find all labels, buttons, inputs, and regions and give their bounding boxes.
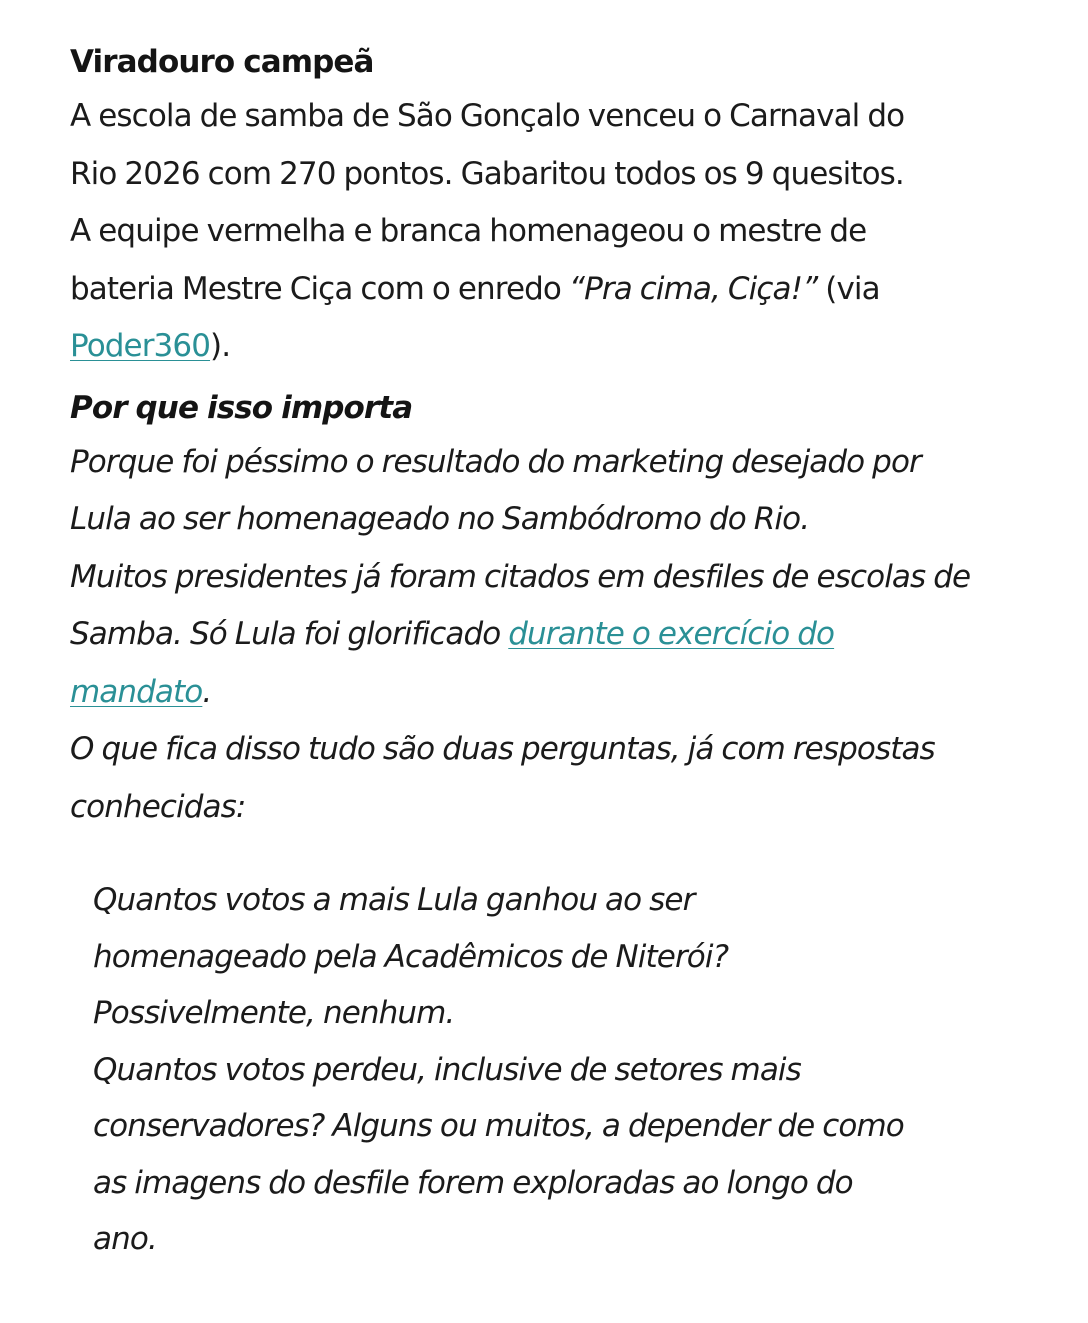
- source-link[interactable]: Poder360: [70, 328, 211, 364]
- mandato-link-continuation[interactable]: mandato: [70, 673, 203, 710]
- text-line: Samba. Só Lula foi glorificado: [70, 616, 509, 652]
- section-por-que-importa: [70, 384, 1060, 837]
- section-title: Viradouro campeã: [70, 44, 374, 80]
- text-line: conhecidas:: [70, 788, 246, 825]
- mandato-link[interactable]: durante o exercício do: [508, 616, 835, 652]
- text-line-group: [70, 664, 1060, 722]
- text-line: bateria Mestre Ciça com o enredo: [70, 270, 569, 307]
- paragraph: [70, 434, 1060, 837]
- blockquote: [93, 872, 1060, 1268]
- article: [70, 38, 1060, 1268]
- text-line: A equipe vermelha e branca homenageou o mestre de: [70, 213, 867, 249]
- text-line-group: [70, 606, 1060, 664]
- text-line: Muitos presidentes já foram citados em desfiles de escolas de: [70, 558, 971, 595]
- quote-line: conservadores? Alguns ou muitos, a depender de como: [93, 1108, 904, 1144]
- text-line: O que fica disso tudo são duas perguntas, já com respostas: [70, 731, 935, 767]
- quote-line: Possivelmente, nenhum.: [93, 995, 455, 1031]
- quote-line: Quantos votos a mais Lula ganhou ao ser: [93, 882, 695, 918]
- paragraph: [70, 88, 1060, 376]
- after-link-text: .: [202, 673, 212, 710]
- via-close-text: ).: [210, 328, 231, 364]
- text-line: A escola de samba de São Gonçalo venceu o Carnaval do: [70, 98, 905, 134]
- via-text: (via: [817, 270, 880, 307]
- section-viradouro: [70, 38, 1060, 376]
- text-line-group: [70, 318, 1060, 376]
- text-line-group: [70, 261, 1060, 319]
- quote-line: ano.: [93, 1221, 157, 1257]
- text-line: Lula ao ser homenageado no Sambódromo do Rio.: [70, 501, 810, 537]
- quote-line: Quantos votos perdeu, inclusive de setores mais: [93, 1051, 801, 1088]
- enredo-title: “Pra cima, Ciça!”: [568, 270, 818, 307]
- quote-line: as imagens do desfile forem exploradas ao longo do: [93, 1164, 853, 1201]
- quote-line: homenageado pela Acadêmicos de Niterói?: [93, 938, 729, 975]
- text-line: Porque foi péssimo o resultado do marketing desejado por: [70, 443, 921, 480]
- section-title: Por que isso importa: [70, 389, 413, 426]
- text-line: Rio 2026 com 270 pontos. Gabaritou todos os 9 quesitos.: [70, 155, 904, 192]
